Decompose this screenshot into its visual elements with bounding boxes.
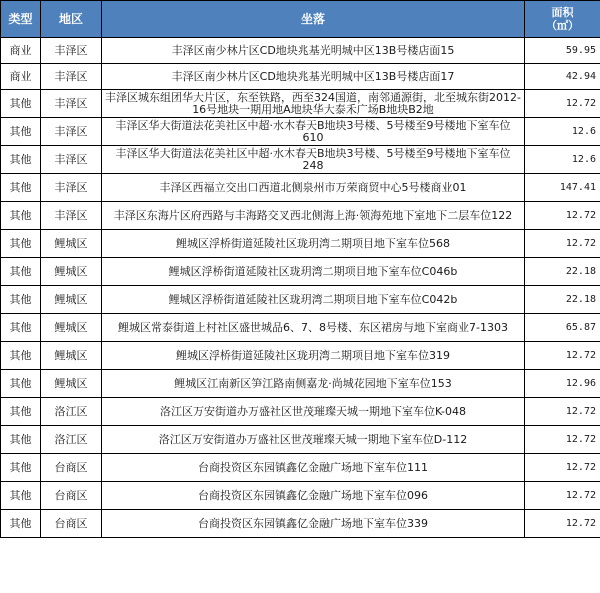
cell-area: 12.72 [525, 230, 600, 258]
cell-area: 12.72 [525, 342, 600, 370]
cell-area: 12.6 [525, 118, 600, 146]
cell-type: 其他 [1, 230, 41, 258]
cell-type: 其他 [1, 482, 41, 510]
cell-type: 其他 [1, 118, 41, 146]
cell-area: 12.96 [525, 370, 600, 398]
table-row [1, 370, 600, 398]
table-row [1, 202, 600, 230]
cell-location: 台商投资区东园镇鑫亿金融广场地下室车位339 [102, 510, 525, 538]
cell-area: 147.41 [525, 174, 600, 202]
cell-area: 22.18 [525, 286, 600, 314]
cell-area: 12.72 [525, 482, 600, 510]
cell-location: 鲤城区浮桥街道延陵社区珑玥湾二期项目地下室车位C046b [102, 258, 525, 286]
cell-location: 丰泽区西福立交出口西道北侧泉州市万荣商贸中心5号楼商业01 [102, 174, 525, 202]
cell-district: 丰泽区 [41, 146, 102, 174]
cell-area: 12.72 [525, 90, 600, 118]
cell-type: 其他 [1, 342, 41, 370]
table-row [1, 146, 600, 174]
cell-type: 其他 [1, 90, 41, 118]
table-row [1, 38, 600, 64]
table-row [1, 454, 600, 482]
cell-location: 丰泽区南少林片区CD地块兆基光明城中区13B号楼店面15 [102, 38, 525, 64]
cell-area: 12.72 [525, 510, 600, 538]
cell-type: 其他 [1, 258, 41, 286]
table-row [1, 510, 600, 538]
cell-area: 12.72 [525, 398, 600, 426]
header-district: 地区 [41, 1, 102, 38]
cell-type: 其他 [1, 454, 41, 482]
cell-district: 洛江区 [41, 398, 102, 426]
table-row [1, 314, 600, 342]
header-location: 坐落 [102, 1, 525, 38]
table-row [1, 174, 600, 202]
cell-type: 其他 [1, 146, 41, 174]
cell-type: 其他 [1, 286, 41, 314]
cell-type: 其他 [1, 510, 41, 538]
header-area-unit: （㎡） [546, 19, 579, 32]
cell-district: 鲤城区 [41, 342, 102, 370]
cell-location: 丰泽区南少林片区CD地块兆基光明城中区13B号楼店面17 [102, 64, 525, 90]
cell-area: 12.72 [525, 454, 600, 482]
cell-area: 65.87 [525, 314, 600, 342]
cell-district: 丰泽区 [41, 64, 102, 90]
cell-location: 丰泽区华大街道法花美社区中超·水木春天B地块3号楼、5号楼至9号楼地下室车位610 [102, 118, 525, 146]
cell-location: 鲤城区江南新区笋江路南侧嘉龙·尚城花园地下室车位153 [102, 370, 525, 398]
cell-type: 其他 [1, 370, 41, 398]
cell-type: 其他 [1, 426, 41, 454]
table-row [1, 258, 600, 286]
cell-type: 商业 [1, 64, 41, 90]
table-row [1, 90, 600, 118]
cell-type: 商业 [1, 38, 41, 64]
cell-type: 其他 [1, 398, 41, 426]
cell-area: 12.72 [525, 202, 600, 230]
cell-location: 丰泽区城东组团华大片区，东至铁路，西至324国道，南邻通源街，北至城东街2012-16号地块一期用地A地块华大泰禾广场B地块B2地 [102, 90, 525, 118]
table-header [1, 1, 600, 38]
cell-district: 洛江区 [41, 426, 102, 454]
cell-district: 鲤城区 [41, 230, 102, 258]
cell-district: 台商区 [41, 454, 102, 482]
cell-location: 台商投资区东园镇鑫亿金融广场地下室车位111 [102, 454, 525, 482]
cell-district: 鲤城区 [41, 258, 102, 286]
cell-location: 鲤城区浮桥街道延陵社区珑玥湾二期项目地下室车位C042b [102, 286, 525, 314]
cell-district: 丰泽区 [41, 38, 102, 64]
cell-district: 丰泽区 [41, 118, 102, 146]
cell-location: 洛江区万安街道办万盛社区世茂璀璨天城一期地下室车位D-112 [102, 426, 525, 454]
cell-area: 12.72 [525, 426, 600, 454]
cell-area: 59.95 [525, 38, 600, 64]
cell-area: 12.6 [525, 146, 600, 174]
cell-district: 鲤城区 [41, 370, 102, 398]
cell-location: 鲤城区常泰街道上村社区盛世城品6、7、8号楼、东区裙房与地下室商业7-1303 [102, 314, 525, 342]
table-body [1, 38, 600, 538]
cell-location: 丰泽区华大街道法花美社区中超·水木春天B地块3号楼、5号楼至9号楼地下室车位248 [102, 146, 525, 174]
table-row [1, 426, 600, 454]
cell-district: 丰泽区 [41, 202, 102, 230]
cell-type: 其他 [1, 314, 41, 342]
table-row [1, 398, 600, 426]
cell-district: 鲤城区 [41, 286, 102, 314]
cell-location: 台商投资区东园镇鑫亿金融广场地下室车位096 [102, 482, 525, 510]
table-row [1, 230, 600, 258]
cell-area: 42.94 [525, 64, 600, 90]
cell-district: 台商区 [41, 510, 102, 538]
table-row [1, 118, 600, 146]
table-row [1, 342, 600, 370]
cell-district: 台商区 [41, 482, 102, 510]
cell-district: 鲤城区 [41, 314, 102, 342]
cell-district: 丰泽区 [41, 174, 102, 202]
cell-location: 鲤城区浮桥街道延陵社区珑玥湾二期项目地下室车位319 [102, 342, 525, 370]
table-row [1, 286, 600, 314]
cell-district: 丰泽区 [41, 90, 102, 118]
table-row [1, 64, 600, 90]
header-area-label: 面积 [551, 6, 574, 19]
table-row [1, 482, 600, 510]
header-type: 类型 [1, 1, 41, 38]
cell-location: 鲤城区浮桥街道延陵社区珑玥湾二期项目地下室车位568 [102, 230, 525, 258]
cell-area: 22.18 [525, 258, 600, 286]
header-row [1, 1, 600, 38]
cell-location: 洛江区万安街道办万盛社区世茂璀璨天城一期地下室车位K-048 [102, 398, 525, 426]
header-area [525, 1, 600, 38]
cell-type: 其他 [1, 202, 41, 230]
cell-location: 丰泽区东海片区府西路与丰海路交叉西北侧海上海·领海苑地下室地下二层车位122 [102, 202, 525, 230]
cell-type: 其他 [1, 174, 41, 202]
